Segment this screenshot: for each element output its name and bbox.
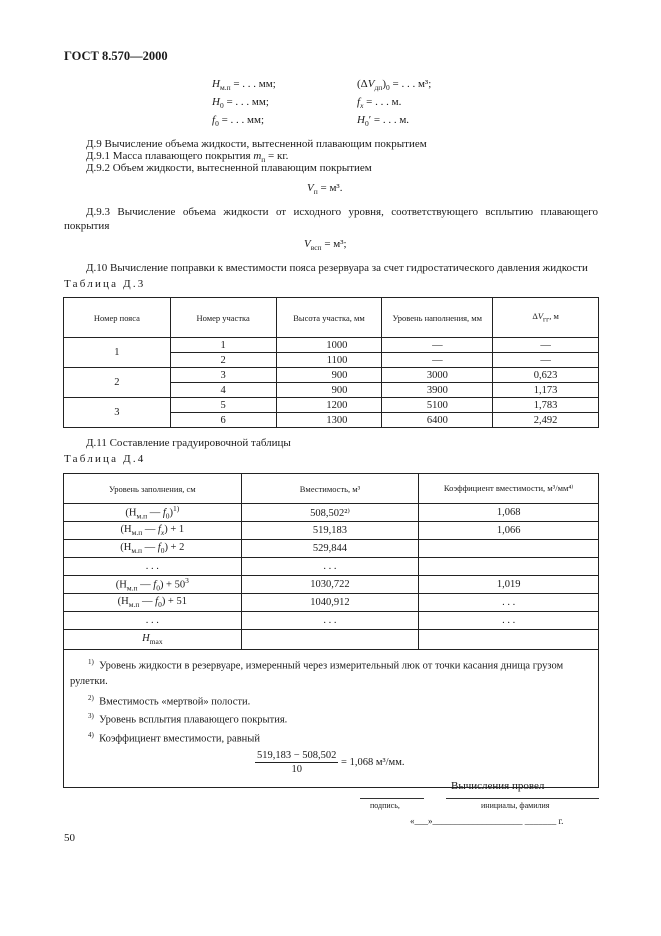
formula-f0: $f_0$ = . . . мм; <box>212 114 264 129</box>
t4-capacity: 519,183 <box>241 522 419 540</box>
t3-cell: 3900 <box>382 383 493 398</box>
t4-header-coef: Коэффициент вместимости, м³/мм⁴⁾ <box>419 474 599 504</box>
t3-header-level: Уровень наполнения, мм <box>382 298 493 338</box>
table-d4 <box>63 473 599 788</box>
fraction-denominator: 10 <box>291 764 302 775</box>
t3-header-belt: Номер пояса <box>64 298 171 338</box>
t4-capacity: . . . <box>241 612 419 630</box>
t3-belt: 2 <box>64 368 171 398</box>
t4-coef <box>419 540 599 558</box>
footnote-1: $^{1)}$ Уровень жидкости в резервуаре, измеренный через измерительный люк от точки касания днища грузом рулетки. <box>70 658 564 687</box>
t3-cell: — <box>493 353 599 368</box>
t3-cell: — <box>382 353 493 368</box>
fraction-result: = 1,068 м³/мм. <box>338 756 405 768</box>
t3-cell: 1300 <box>276 413 382 428</box>
section-d11-title: Д.11 Составление градуировочной таблицы <box>86 437 291 449</box>
formula-dvdp: $(\Delta V_{дп})_0$ = . . . м³; <box>357 78 432 93</box>
page-number: 50 <box>64 832 75 844</box>
t4-coef: . . . <box>419 594 599 612</box>
formula-vvsp: $V_{всп} = м^3$; <box>304 238 347 253</box>
signature-done-by: Вычисления провел <box>451 780 545 792</box>
t4-level: . . . <box>64 558 242 576</box>
t3-cell: 900 <box>276 368 382 383</box>
t3-cell: 4 <box>170 383 276 398</box>
t3-cell: 6 <box>170 413 276 428</box>
t3-cell: 3 <box>170 368 276 383</box>
footnote-4: $^{4)}$ Коэффициент вместимости, равный <box>88 730 260 744</box>
formula-h0-prime: $H_0'$ = . . . м. <box>357 114 410 129</box>
t4-coef <box>419 558 599 576</box>
table4-caption: Таблица Д.4 <box>64 453 146 465</box>
formula-fx: $f_x$ = . . . м. <box>357 96 402 111</box>
t4-header-level: Уровень заполнения, см <box>64 474 242 504</box>
t4-level: ($H_{м.п}$ — $f_x) + 1$ <box>64 522 242 540</box>
t4-capacity <box>241 630 419 650</box>
t4-capacity: . . . <box>241 558 419 576</box>
section-d9-title: Д.9 Вычисление объема жидкости, вытесненной плавающим покрытием <box>86 138 427 150</box>
section-d9-1: Д.9.1 Масса плавающего покрытия $m_п$ = кг. <box>86 150 289 165</box>
footnote-4-formula <box>70 750 592 775</box>
t3-cell: 1000 <box>276 338 382 353</box>
t4-capacity: 508,502²⁾ <box>241 504 419 522</box>
t3-header-section: Номер участка <box>170 298 276 338</box>
fraction <box>255 750 338 775</box>
t4-capacity: 529,844 <box>241 540 419 558</box>
t4-capacity: 1030,722 <box>241 576 419 594</box>
table3-caption: Таблица Д.3 <box>64 278 146 290</box>
initials-label: инициалы, фамилия <box>481 801 550 810</box>
footnotes-cell <box>64 650 599 788</box>
t3-cell: 2,492 <box>493 413 599 428</box>
t3-cell: 3000 <box>382 368 493 383</box>
t4-capacity: 1040,912 <box>241 594 419 612</box>
t4-level: ($H_{м.п}$ — $f_0)^{1)}$ <box>64 504 242 522</box>
t4-level: ($H_{м.п}$ — $f_0) + 50^3$ <box>64 576 242 594</box>
t3-header-height: Высота участка, мм <box>276 298 382 338</box>
section-d9-3: Д.9.3 Вычисление объема жидкости от исходного уровня, соответствующего всплытию плавающего покрытия <box>64 206 598 232</box>
document-header: ГОСТ 8.570—2000 <box>64 49 168 63</box>
t3-cell: 900 <box>276 383 382 398</box>
table-d3 <box>63 297 599 428</box>
footnote-2: $^{2)}$ Вместимость «мертвой» полости. <box>88 693 251 707</box>
formula-h0: $H_0$ = . . . мм; <box>212 96 269 111</box>
t4-header-capacity: Вместимость, м³ <box>241 474 419 504</box>
formula-vp: $V_п = м^3$. <box>307 182 343 197</box>
t3-cell: — <box>382 338 493 353</box>
t3-cell: 1,173 <box>493 383 599 398</box>
t4-level: ($H_{м.п}$ — $f_0) + 2$ <box>64 540 242 558</box>
section-d10-title: Д.10 Вычисление поправки к вместимости пояса резервуара за счет гидростатического давления жидкости <box>86 262 588 274</box>
t3-header-dv: $\Delta V_{гг}$, м <box>493 298 599 338</box>
t3-cell: 5100 <box>382 398 493 413</box>
t3-belt: 1 <box>64 338 171 368</box>
initials-line <box>446 798 599 799</box>
t3-cell: 6400 <box>382 413 493 428</box>
footnote-3: $^{3)}$ Уровень всплытия плавающего покрытия. <box>88 712 288 726</box>
t4-coef: 1,068 <box>419 504 599 522</box>
t4-level: $H_{max}$ <box>64 630 242 650</box>
formula-hmp: $H_{м.п}$ = . . . мм; <box>212 78 276 93</box>
t4-coef <box>419 630 599 650</box>
t3-cell: 1100 <box>276 353 382 368</box>
t3-cell: 1 <box>170 338 276 353</box>
t3-cell: 5 <box>170 398 276 413</box>
signature-date: «___»____________________ _______ г. <box>410 816 564 826</box>
t3-cell: — <box>493 338 599 353</box>
t4-coef: 1,019 <box>419 576 599 594</box>
t4-level: ($H_{м.п}$ — $f_0) + 51$ <box>64 594 242 612</box>
section-d9-2: Д.9.2 Объем жидкости, вытесненной плавающим покрытием <box>86 162 372 174</box>
signature-line <box>360 798 424 799</box>
t3-cell: 1,783 <box>493 398 599 413</box>
t3-cell: 2 <box>170 353 276 368</box>
signature-label: подпись, <box>370 801 400 810</box>
t4-coef: . . . <box>419 612 599 630</box>
t3-cell: 0,623 <box>493 368 599 383</box>
t4-coef: 1,066 <box>419 522 599 540</box>
t4-level: . . . <box>64 612 242 630</box>
t3-belt: 3 <box>64 398 171 428</box>
t3-cell: 1200 <box>276 398 382 413</box>
fraction-numerator: 519,183 − 508,502 <box>257 750 337 761</box>
